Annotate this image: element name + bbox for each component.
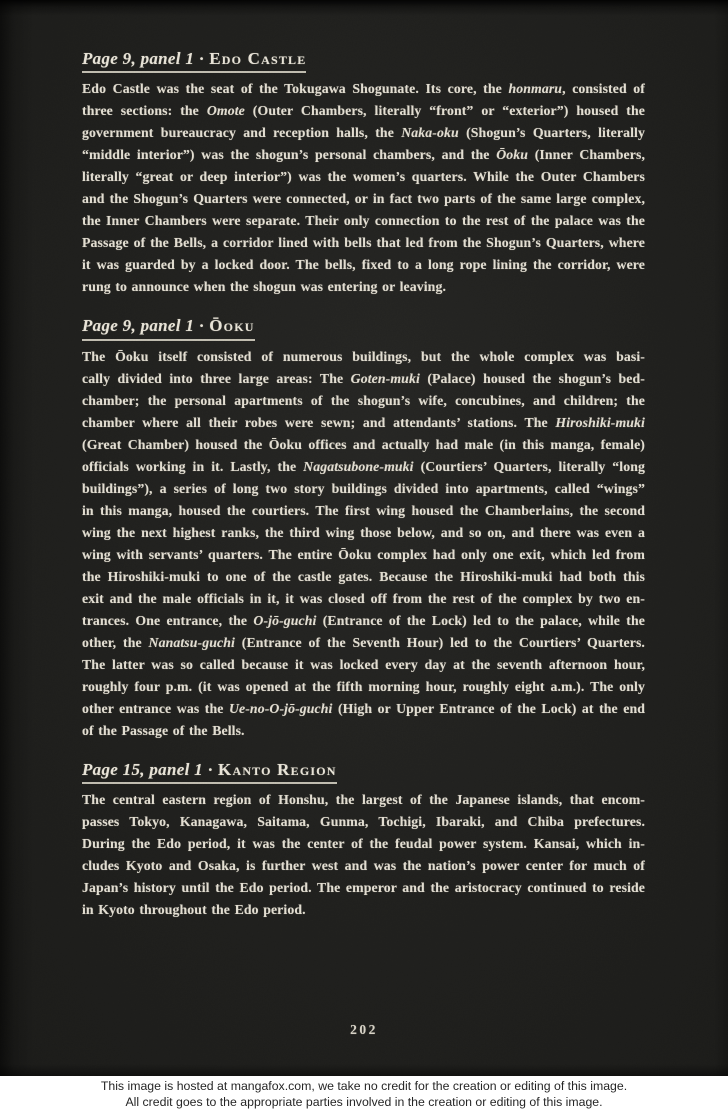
text-line: The Ōoku itself consisted of numerous buildings, but the whole complex was basi-	[82, 348, 645, 364]
text-line: cludes Kyoto and Osaka, is further west and was the nation’s power center for much of	[82, 858, 645, 874]
text-line: in Kyoto throughout the Edo period.	[82, 902, 306, 918]
note-paragraph	[82, 78, 645, 298]
note-paragraph	[82, 789, 645, 921]
disclaimer-line-2: All credit goes to the appropriate parties involved in the creation or editing of this image.	[125, 1094, 603, 1109]
translation-notes	[82, 49, 645, 921]
heading-term: Ōoku	[209, 316, 255, 336]
text-line: government bureaucracy and reception halls, the Naka-oku (Shogun’s Quarters, literally	[82, 125, 645, 141]
hosting-disclaimer-bar	[0, 1076, 728, 1111]
text-line: the Inner Chambers were separate. Their only connection to the rest of the palace was the	[82, 213, 645, 229]
disclaimer-line-1: This image is hosted at mangafox.com, we take no credit for the creation or editing of this image.	[100, 1079, 628, 1093]
text-line: chamber; the personal apartments of the shogun’s wife, concubines, and children; the	[82, 392, 645, 408]
note-section	[82, 49, 645, 298]
text-line: of the Passage of the Bells.	[82, 722, 245, 738]
heading-separator: ·	[194, 316, 210, 336]
text-line: other entrance was the Ue-no-O-jō-guchi (High or Upper Entrance of the Lock) at the end	[82, 700, 646, 716]
text-line: literally “great or deep interior”) was the women’s quarters. While the Outer Chambers	[82, 169, 645, 185]
heading-page-ref: Page 15, panel 1	[82, 759, 203, 779]
section-heading	[82, 49, 306, 73]
text-line: and the Shogun’s Quarters were connected, or in fact two parts of the same large complex,	[82, 191, 645, 207]
note-section	[82, 316, 645, 741]
heading-term: Edo Castle	[209, 49, 307, 68]
text-line: Edo Castle was the seat of the Tokugawa Shogunate. Its core, the honmaru, consisted of	[82, 81, 646, 97]
text-line: roughly four p.m. (it was opened at the fifth morning hour, roughly eight a.m.). The only	[82, 678, 645, 694]
text-line: the Hiroshiki-muki to one of the castle gates. Because the Hiroshiki-muki had both this	[82, 568, 645, 584]
text-line: wing the next highest ranks, the third wing those below, and so on, and there was even a	[82, 524, 645, 540]
heading-separator: ·	[194, 49, 210, 68]
heading-separator: ·	[202, 759, 219, 779]
heading-page-ref: Page 9, panel 1	[82, 49, 195, 68]
text-line: During the Edo period, it was the center of the feudal power system. Kansai, which in-	[82, 836, 645, 852]
page-number: 202	[350, 1022, 378, 1037]
text-line: rung to announce when the shogun was entering or leaving.	[82, 279, 447, 295]
text-line: chamber where all their robes were sewn; and attendants’ stations. The Hiroshiki-muki	[82, 414, 645, 430]
text-line: (Great Chamber) housed the Ōoku offices and actually had male (in this manga, female)	[82, 436, 645, 452]
section-heading	[82, 760, 337, 784]
text-line: The central eastern region of Honshu, the largest of the Japanese islands, that encom-	[82, 792, 645, 808]
heading-term: Kanto Region	[218, 759, 337, 779]
text-line: passes Tokyo, Kanagawa, Saitama, Gunma, Tochigi, Ibaraki, and Chiba prefectures.	[82, 814, 645, 830]
heading-page-ref: Page 9, panel 1	[82, 316, 195, 336]
text-line: Passage of the Bells, a corridor lined with bells that led from the Shogun’s Quarters, where	[82, 235, 645, 251]
note-section	[82, 760, 645, 921]
text-line: trances. One entrance, the O-jō-guchi (Entrance of the Lock) led to the palace, while the	[82, 612, 645, 628]
text-line: exit and the male officials in it, it was closed off from the rest of the complex by two en-	[82, 590, 645, 606]
text-line: three sections: the Omote (Outer Chambers, literally “front” or “exterior”) housed the	[82, 103, 645, 119]
text-line: in this manga, housed the courtiers. The first wing housed the Chamberlains, the second	[82, 502, 645, 518]
text-line: officials working in it. Lastly, the Nagatsubone-muki (Courtiers’ Quarters, literally “long	[82, 458, 645, 474]
text-line: it was guarded by a locked door. The bells, fixed to a long rope lining the corridor, were	[82, 257, 645, 273]
text-line: wing with servants’ quarters. The entire Ōoku complex had only one exit, which led from	[82, 546, 645, 562]
text-line: The latter was so called because it was locked every day at the seventh afternoon hour,	[82, 656, 645, 672]
text-line: cally divided into three large areas: The Goten-muki (Palace) housed the shogun’s bed-	[82, 370, 645, 386]
text-line: “middle interior”) was the shogun’s personal chambers, and the Ōoku (Inner Chambers,	[82, 147, 645, 163]
note-paragraph	[82, 346, 645, 742]
section-heading	[82, 316, 255, 340]
text-line: buildings”), a series of long two story buildings divided into apartments, called “wings”	[82, 480, 645, 496]
text-line: Japan’s history until the Edo period. The emperor and the aristocracy continued to reside	[82, 880, 645, 896]
text-line: other, the Nanatsu-guchi (Entrance of the Seventh Hour) led to the Courtiers’ Quarters.	[82, 634, 645, 650]
